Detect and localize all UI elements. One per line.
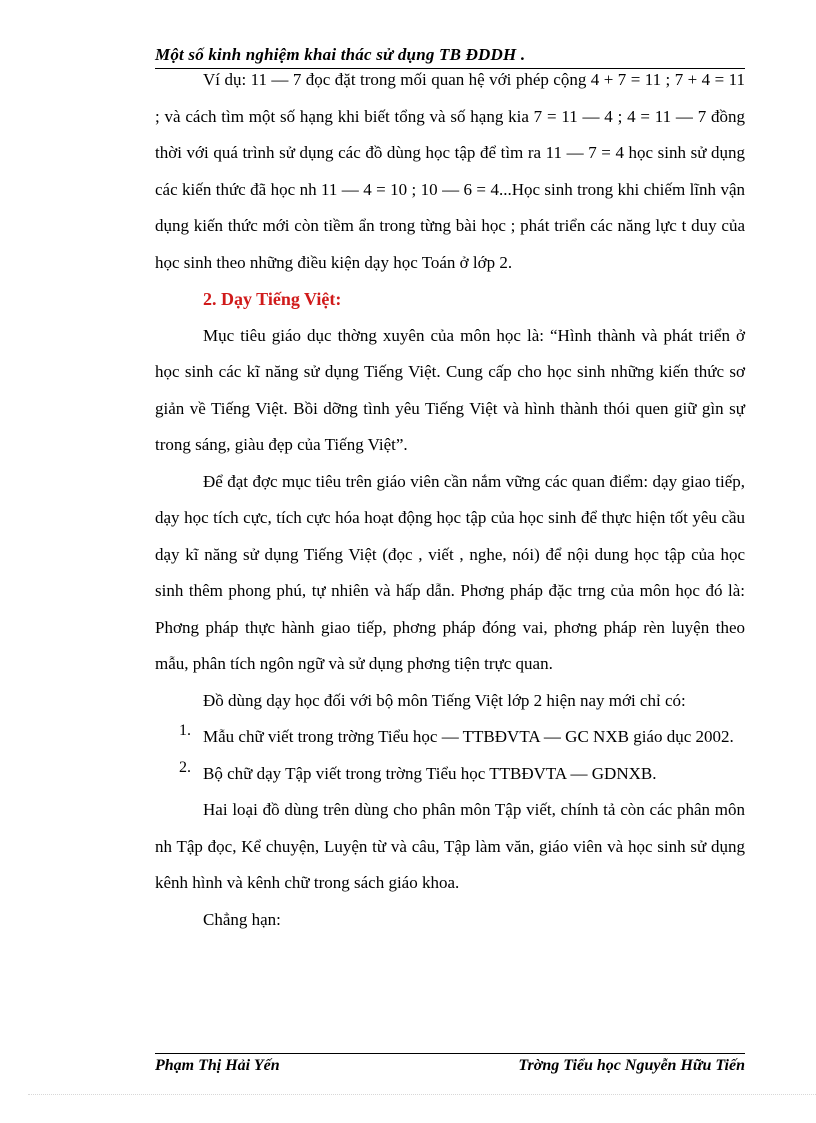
paragraph-usage: Hai loại đồ dùng trên dùng cho phân môn Tập viết, chính tả còn các phân môn nh Tập đọc, Kể chuyện, Luyện từ và câu, Tập làm văn, giáo viên và học sinh sử dụng kênh hình và kênh chữ trong sách giáo khoa. bbox=[155, 800, 745, 892]
list-number: 2. bbox=[179, 758, 191, 776]
header-title: Một số kinh nghiệm khai thác sử dụng TB ĐDDH . bbox=[155, 45, 526, 64]
paragraph-example: Ví dụ: 11 — 7 đọc đặt trong mối quan hệ với phép cộng 4 + 7 = 11 ; 7 + 4 = 11 ; và cách tìm một số hạng khi biết tổng và số hạng kia 7 = 11 — 4 ; 4 = 11 — 7 đồng thời với quá trình sử dụng các đồ dùng học tập để tìm ra 11 — 7 = 4 học sinh sử dụng các kiến thức đã học nh 11 — 4 = 10 ; 10 — 6 = 4...Học sinh trong khi chiếm lĩnh vận dụng kiến thức mới còn tiềm ẩn trong từng bài học ; phát triển các năng lực t duy của học sinh theo những điều kiện dạy học Toán ở lớp 2. bbox=[155, 70, 745, 272]
document-body bbox=[155, 62, 745, 938]
footer-school: Trờng Tiểu học Nguyễn Hữu Tiến bbox=[518, 1057, 745, 1074]
page-footer bbox=[155, 1053, 745, 1074]
list-item-text: Mẫu chữ viết trong trờng Tiểu học — TTBĐVTA — GC NXB giáo dục 2002. bbox=[203, 727, 734, 746]
list-item bbox=[155, 719, 745, 756]
paragraph-for-example: Chẳng hạn: bbox=[203, 909, 281, 929]
paragraph-equipment: Đồ dùng dạy học đối với bộ môn Tiếng Việt lớp 2 hiện nay mới chỉ có: bbox=[203, 690, 686, 710]
paragraph-goals: Mục tiêu giáo dục thờng xuyên của môn học là: “Hình thành và phát triển ở học sinh các kĩ năng sử dụng Tiếng Việt. Cung cấp cho học sinh những kiến thức sơ giản về Tiếng Việt. Bồi dỡng tình yêu Tiếng Việt và hình thành thói quen giữ gìn sự trong sáng, giàu đẹp của Tiếng Việt”. bbox=[155, 325, 745, 454]
page-edge-divider bbox=[28, 1094, 816, 1095]
list-item bbox=[155, 756, 745, 793]
footer-author: Phạm Thị Hải Yến bbox=[155, 1057, 280, 1074]
list-number: 1. bbox=[179, 722, 191, 739]
paragraph-methods: Để đạt đợc mục tiêu trên giáo viên cần nắm vững các quan điểm: dạy giao tiếp, dạy học tích cực, tích cực hóa hoạt động học tập của học sinh để thực hiện tốt yêu cầu dạy kĩ năng sử dụng Tiếng Việt (đọc , viết , nghe, nói) để nội dung học tập của học sinh thêm phong phú, tự nhiên và hấp dẫn. Phơng pháp đặc trng của môn học đó là: Phơng pháp thực hành giao tiếp, phơng pháp đóng vai, phơng pháp rèn luyện theo mẫu, phân tích ngôn ngữ và sử dụng phơng tiện trực quan. bbox=[155, 471, 745, 673]
list-item-text: Bộ chữ dạy Tập viết trong trờng Tiểu học TTBĐVTA — GDNXB. bbox=[203, 763, 657, 783]
section-heading: 2. Dạy Tiếng Việt: bbox=[203, 289, 342, 309]
